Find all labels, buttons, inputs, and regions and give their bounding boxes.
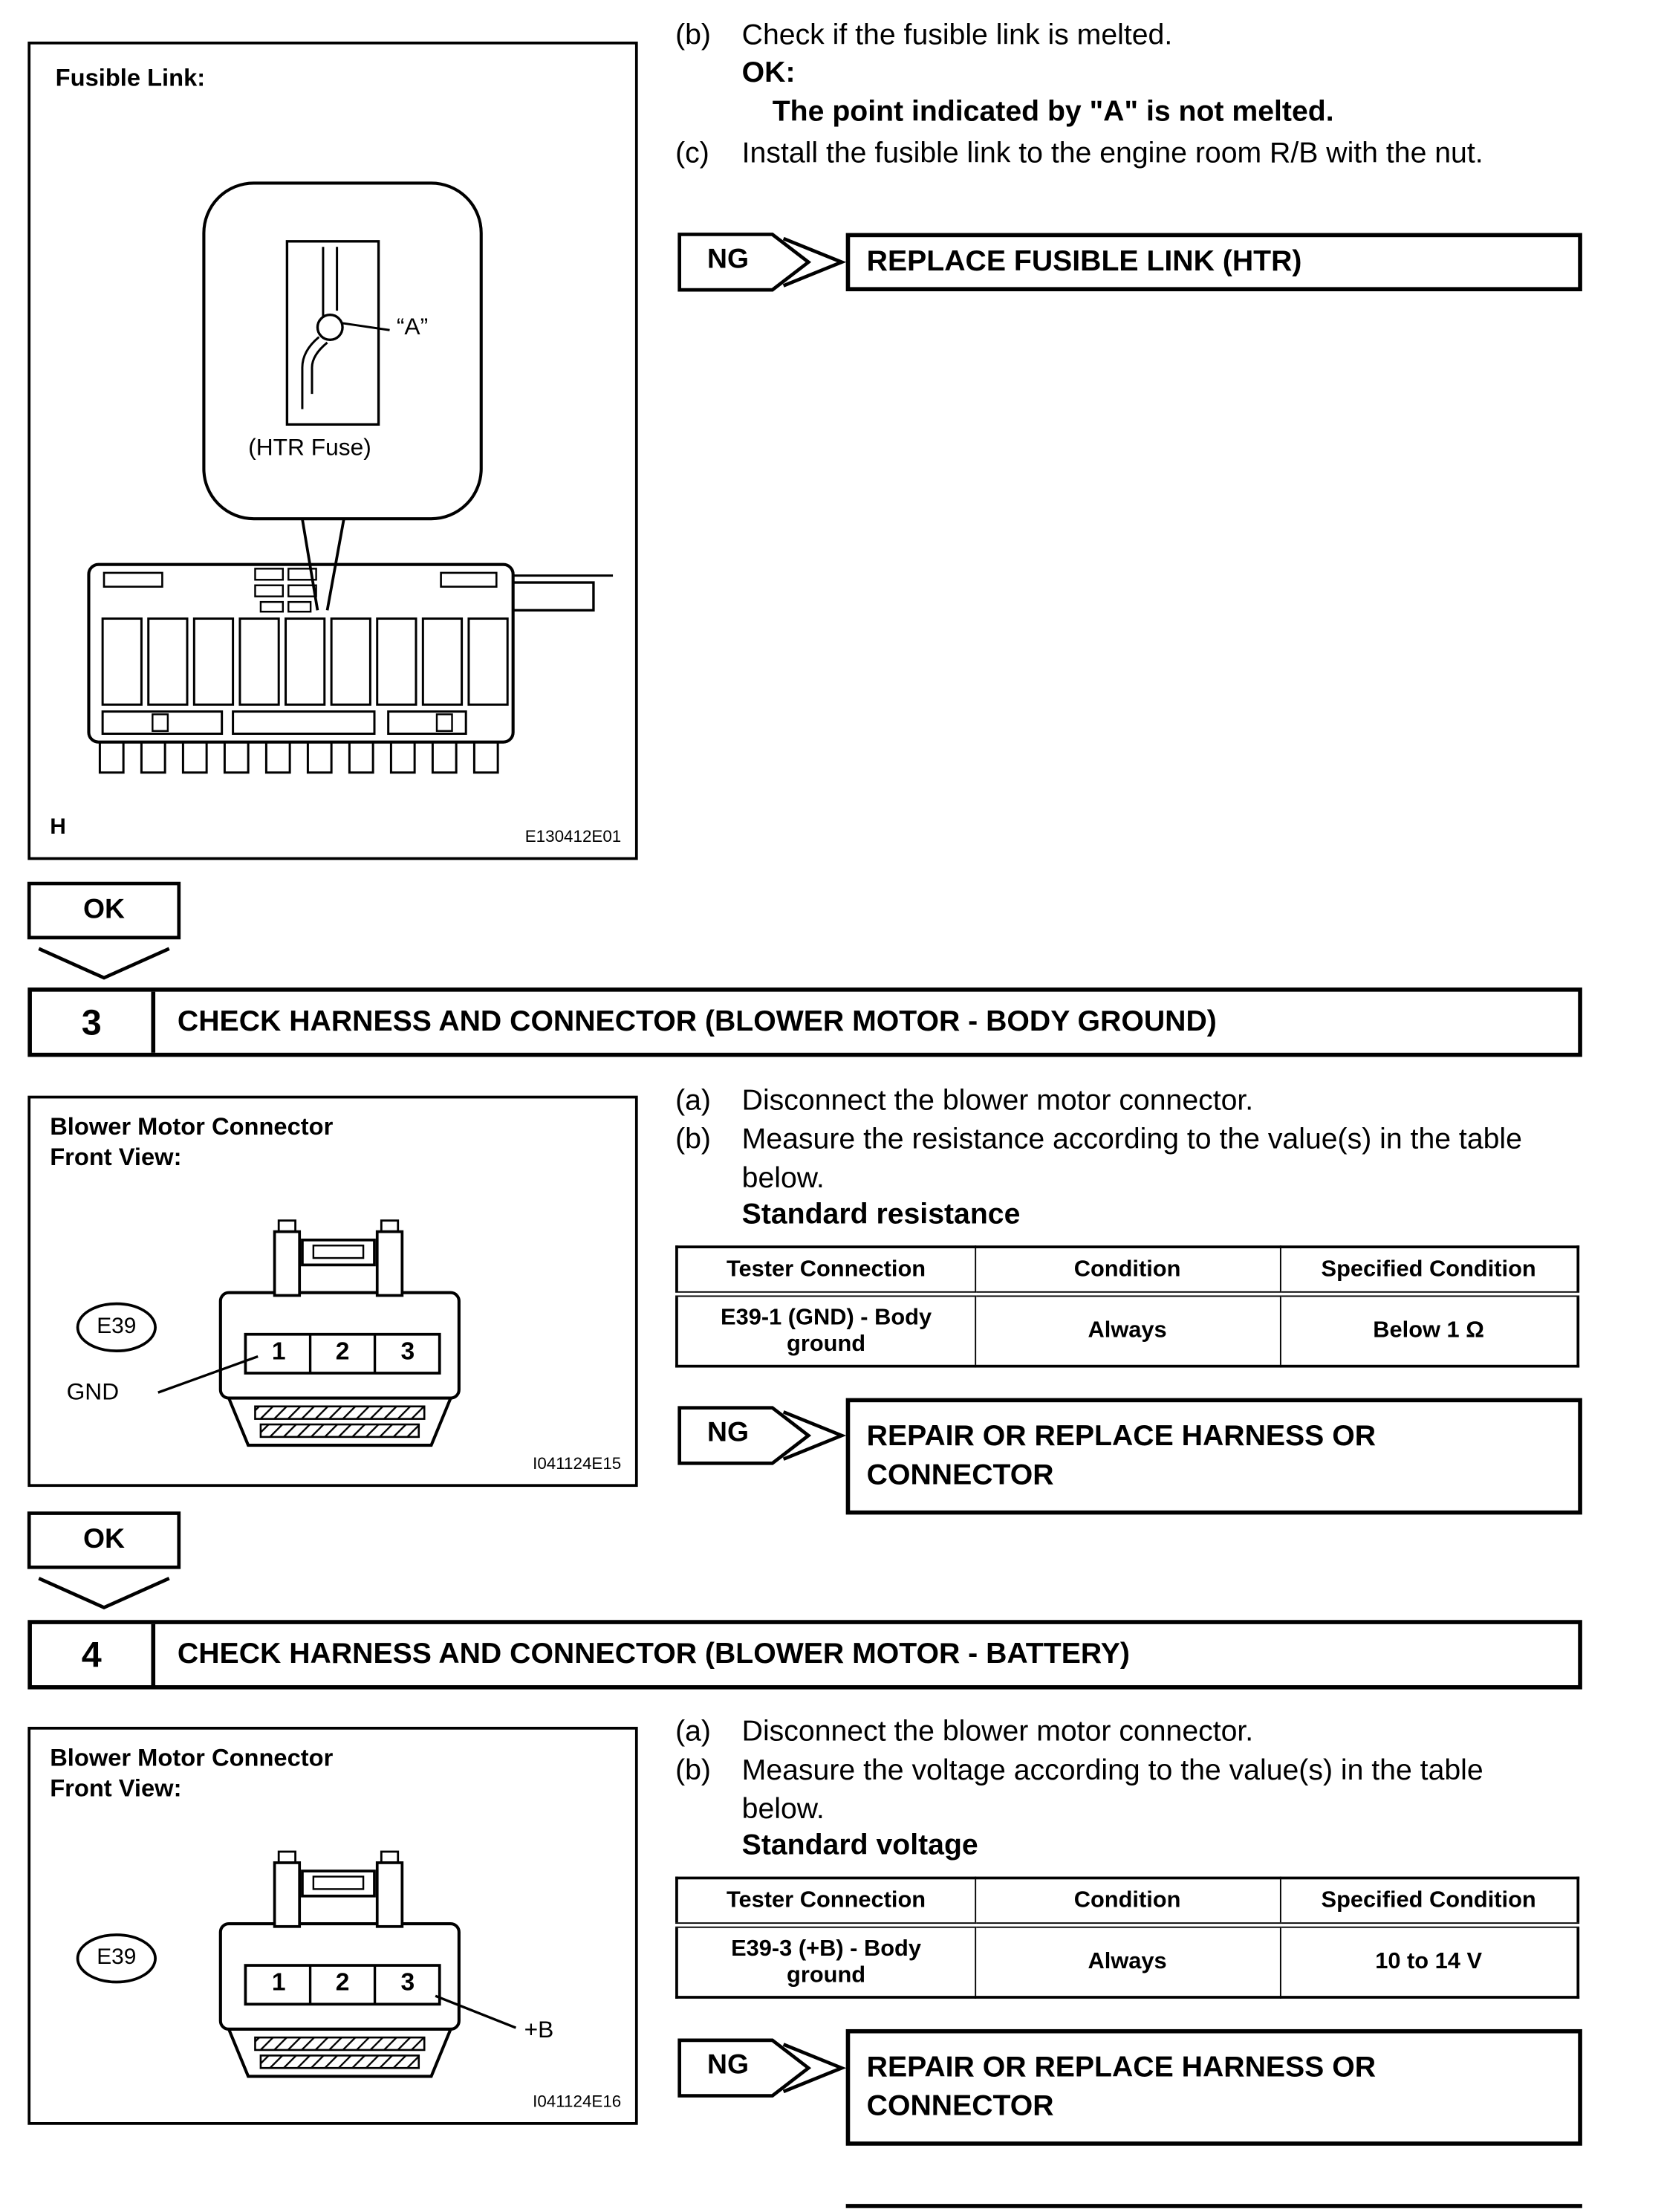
step-3-header	[27, 987, 1582, 1057]
fusible-link-figure	[27, 42, 637, 860]
item-text: Disconnect the blower motor connector.	[741, 1084, 1254, 1117]
list-item-a	[675, 1082, 1584, 1120]
ng-action-text: REPAIR OR REPLACE HARNESS OR CONNECTOR	[866, 1419, 1377, 1491]
list-item-c	[675, 134, 1535, 173]
col-header: Tester Connection	[677, 1878, 975, 1924]
standard-resistance-table	[675, 1245, 1579, 1367]
table-header-row	[677, 1247, 1578, 1294]
step-number: 3	[32, 992, 155, 1053]
item-text: Measure the voltage according to the value(s) in the table below.	[741, 1754, 1483, 1826]
item-text: Disconnect the blower motor connector.	[741, 1716, 1254, 1748]
tester-connection-cell: E39-3 (+B) - Body ground	[677, 1925, 975, 1997]
specified-condition-cell: 10 to 14 V	[1280, 1925, 1578, 1997]
connector-id-label: E39	[97, 1314, 137, 1339]
item-marker: (b)	[675, 1754, 711, 1787]
standard-voltage-label: Standard voltage	[741, 1829, 978, 1862]
ng-action-box	[846, 2029, 1582, 2146]
item-marker: (a)	[675, 1716, 711, 1748]
figure-code: I041124E15	[533, 1453, 622, 1473]
ok-label: OK	[83, 1524, 126, 1555]
ok-label: OK	[83, 895, 126, 926]
ng-label: NG	[707, 244, 750, 275]
ng-flag	[675, 1404, 850, 1467]
table-row	[677, 1925, 1578, 1997]
relay-block-drawing	[88, 565, 613, 773]
figure-title-line2: Front View:	[50, 1774, 182, 1802]
step-title: CHECK HARNESS AND CONNECTOR (BLOWER MOTOR - BODY GROUND)	[177, 1005, 1217, 1038]
ng-label: NG	[707, 2049, 750, 2081]
table-row	[677, 1294, 1578, 1366]
next-section-border	[846, 2204, 1582, 2208]
figure-title-line1: Blower Motor Connector	[50, 1112, 334, 1141]
pin-2-label: 2	[335, 1337, 350, 1365]
ok-flag	[25, 1509, 183, 1612]
connector-id-label: E39	[97, 1945, 137, 1970]
fuse-symbol	[302, 247, 342, 409]
blower-connector-figure-gnd	[27, 1096, 637, 1487]
step-title: CHECK HARNESS AND CONNECTOR (BLOWER MOTOR - BATTERY)	[177, 1638, 1130, 1670]
col-header: Tester Connection	[677, 1247, 975, 1294]
item-text: Measure the resistance according to the value(s) in the table below.	[741, 1123, 1522, 1195]
ok-flag	[25, 879, 183, 982]
step-number: 4	[32, 1624, 155, 1685]
ok-heading: OK:	[741, 56, 796, 89]
pin-2-label: 2	[335, 1968, 350, 1997]
item-marker: (b)	[675, 19, 711, 52]
figure-code: E130412E01	[524, 826, 622, 846]
pin-1-label: 1	[271, 1337, 286, 1365]
item-marker: (c)	[675, 137, 709, 169]
condition-cell: Always	[975, 1294, 1280, 1366]
item-text: Check if the fusible link is melted.	[741, 19, 1173, 52]
plus-b-label: +B	[524, 2017, 554, 2043]
figure-code: I041124E16	[533, 2091, 622, 2112]
figure-title-line2: Front View:	[50, 1142, 182, 1171]
pin-3-label: 3	[400, 1337, 415, 1365]
table-header-row	[677, 1878, 1578, 1924]
list-item-b	[675, 1752, 1507, 1829]
figure-title-line1: Blower Motor Connector	[50, 1743, 334, 1771]
tester-connection-cell: E39-1 (GND) - Body ground	[677, 1294, 975, 1366]
list-item-b	[675, 16, 1584, 55]
ng-action-box	[846, 233, 1582, 291]
item-text: Install the fusible link to the engine room R/B with the nut.	[741, 137, 1483, 169]
ok-condition-text: The point indicated by "A" is not melted.	[772, 95, 1334, 128]
item-marker: (a)	[675, 1084, 711, 1117]
pin-1-label: 1	[271, 1968, 286, 1997]
ng-action-box	[846, 1398, 1582, 1515]
ng-flag	[675, 230, 850, 294]
point-a-label: “A”	[396, 313, 429, 340]
standard-resistance-label: Standard resistance	[741, 1198, 1021, 1230]
ng-label: NG	[707, 1417, 750, 1448]
figure-title	[50, 1743, 333, 1804]
condition-cell: Always	[975, 1925, 1280, 1997]
gnd-label: GND	[66, 1378, 120, 1405]
ng-action-text: REPLACE FUSIBLE LINK (HTR)	[866, 245, 1302, 278]
ng-flag	[675, 2036, 850, 2100]
item-marker: (b)	[675, 1123, 711, 1155]
col-header: Specified Condition	[1280, 1878, 1578, 1924]
specified-condition-cell: Below 1 Ω	[1280, 1294, 1578, 1366]
figure-title	[50, 1112, 333, 1173]
col-header: Condition	[975, 1878, 1280, 1924]
ng-action-text: REPAIR OR REPLACE HARNESS OR CONNECTOR	[866, 2051, 1377, 2123]
list-item-a	[675, 1713, 1584, 1751]
pin-3-label: 3	[400, 1968, 415, 1997]
list-item-b	[675, 1120, 1524, 1198]
figure-title: Fusible Link:	[55, 63, 206, 92]
standard-voltage-table	[675, 1877, 1579, 1999]
blower-connector-figure-b	[27, 1727, 637, 2125]
corner-label: H	[50, 815, 66, 840]
htr-fuse-label: (HTR Fuse)	[248, 434, 371, 461]
col-header: Specified Condition	[1280, 1247, 1578, 1294]
col-header: Condition	[975, 1247, 1280, 1294]
step-4-header	[27, 1620, 1582, 1689]
